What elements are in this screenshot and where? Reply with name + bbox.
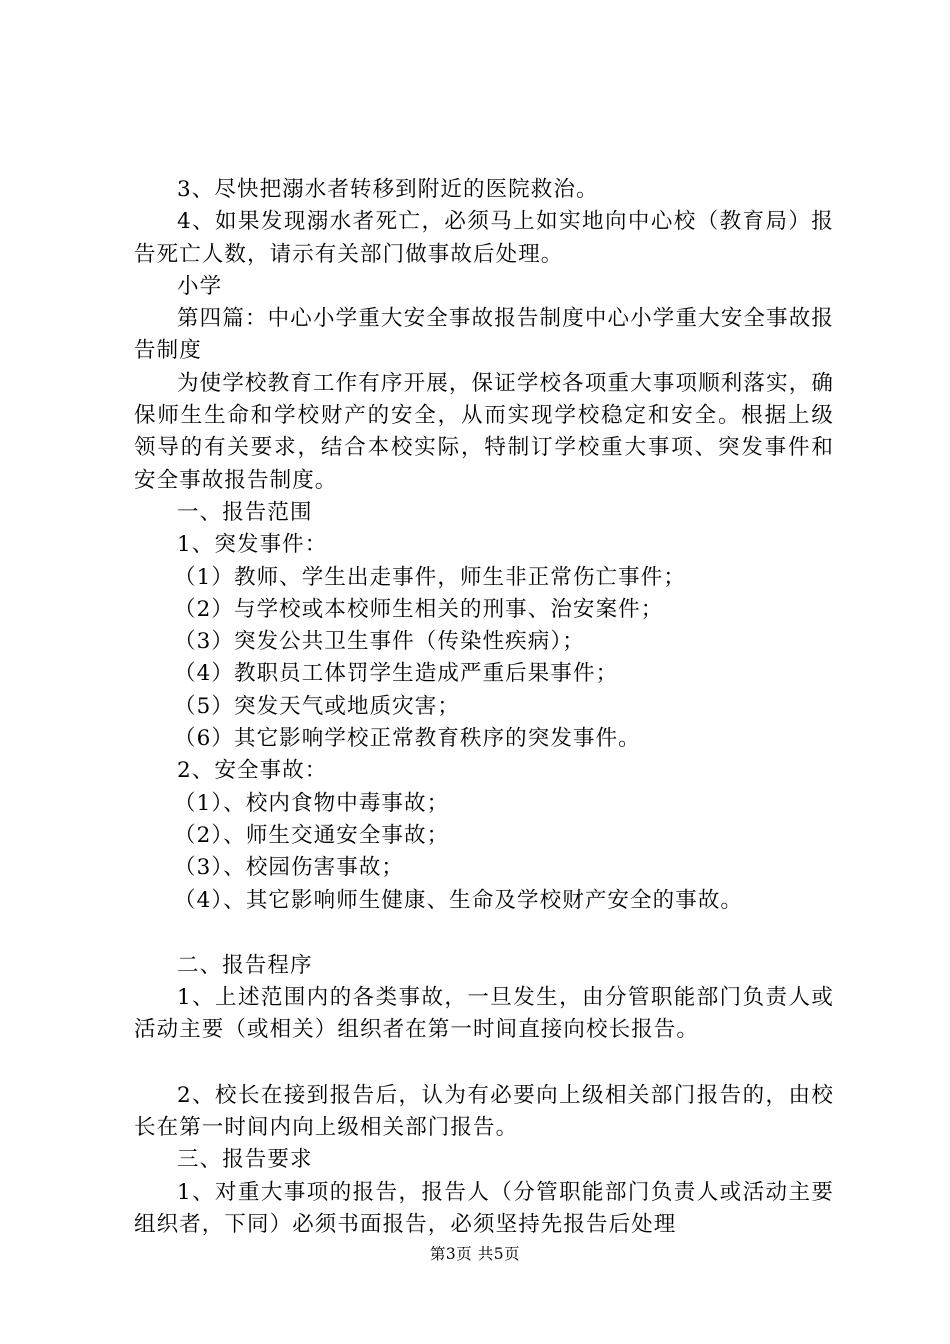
blank-line bbox=[134, 917, 834, 950]
list-item: （5）突发天气或地质灾害； bbox=[174, 693, 460, 719]
subheading: 1、突发事件： bbox=[177, 532, 328, 558]
body-text bbox=[134, 174, 834, 1241]
blank-line bbox=[134, 1047, 834, 1080]
paragraph: 2、校长在接到报告后，认为有必要向上级相关部门报告的，由校长在第一时间内向上级相关部门报告。 bbox=[134, 1082, 834, 1141]
list-item: （2）与学校或本校师生相关的刑事、治安案件； bbox=[174, 596, 664, 622]
paragraph: 3、尽快把溺水者转移到附近的医院救治。 bbox=[177, 177, 599, 202]
paragraph: 1、上述范围内的各类事故，一旦发生，由分管职能部门负责人或活动主要（或相关）组织者在第一时间直接向校长报告。 bbox=[134, 985, 834, 1043]
subheading: 2、安全事故： bbox=[177, 758, 328, 784]
page-footer: 第3页 共5页 bbox=[429, 1245, 521, 1263]
heading: 三、报告要求 bbox=[177, 1147, 313, 1173]
heading: 二、报告程序 bbox=[177, 952, 313, 978]
list-item: （1）、校内食物中毒事故； bbox=[174, 790, 450, 816]
section-title: 第四篇：中心小学重大安全事故报告制度中心小学重大安全事故报告制度 bbox=[134, 306, 834, 364]
paragraph: 1、对重大事项的报告，报告人（分管职能部门负责人或活动主要组织者，下同）必须书面报告，必须坚持先报告后处理 bbox=[134, 1179, 834, 1237]
paragraph: 为使学校教育工作有序开展，保证学校各项重大事项顺利落实，确保师生生命和学校财产的安全，从而实现学校稳定和安全。根据上级领导的有关要求，结合本校实际，特制订学校重大事项、突发事件和安全事故报告制度。 bbox=[134, 370, 834, 493]
list-item: （4）、其它影响师生健康、生命及学校财产安全的事故。 bbox=[174, 887, 744, 913]
heading: 一、报告范围 bbox=[177, 499, 313, 525]
paragraph: 小学 bbox=[177, 273, 223, 299]
list-item: （1）教师、学生出走事件，师生非正常伤亡事件； bbox=[174, 564, 686, 590]
list-item: （6）其它影响学校正常教育秩序的突发事件。 bbox=[174, 726, 641, 752]
list-item: （2）、师生交通安全事故； bbox=[174, 822, 450, 848]
paragraph: 4、如果发现溺水者死亡，必须马上如实地向中心校（教育局）报告死亡人数，请示有关部门做事故后处理。 bbox=[134, 209, 834, 267]
list-item: （4）教职员工体罚学生造成严重后果事件； bbox=[174, 661, 619, 687]
list-item: （3）突发公共卫生事件（传染性疾病）； bbox=[174, 629, 585, 655]
list-item: （3）、校园伤害事故； bbox=[174, 855, 405, 881]
